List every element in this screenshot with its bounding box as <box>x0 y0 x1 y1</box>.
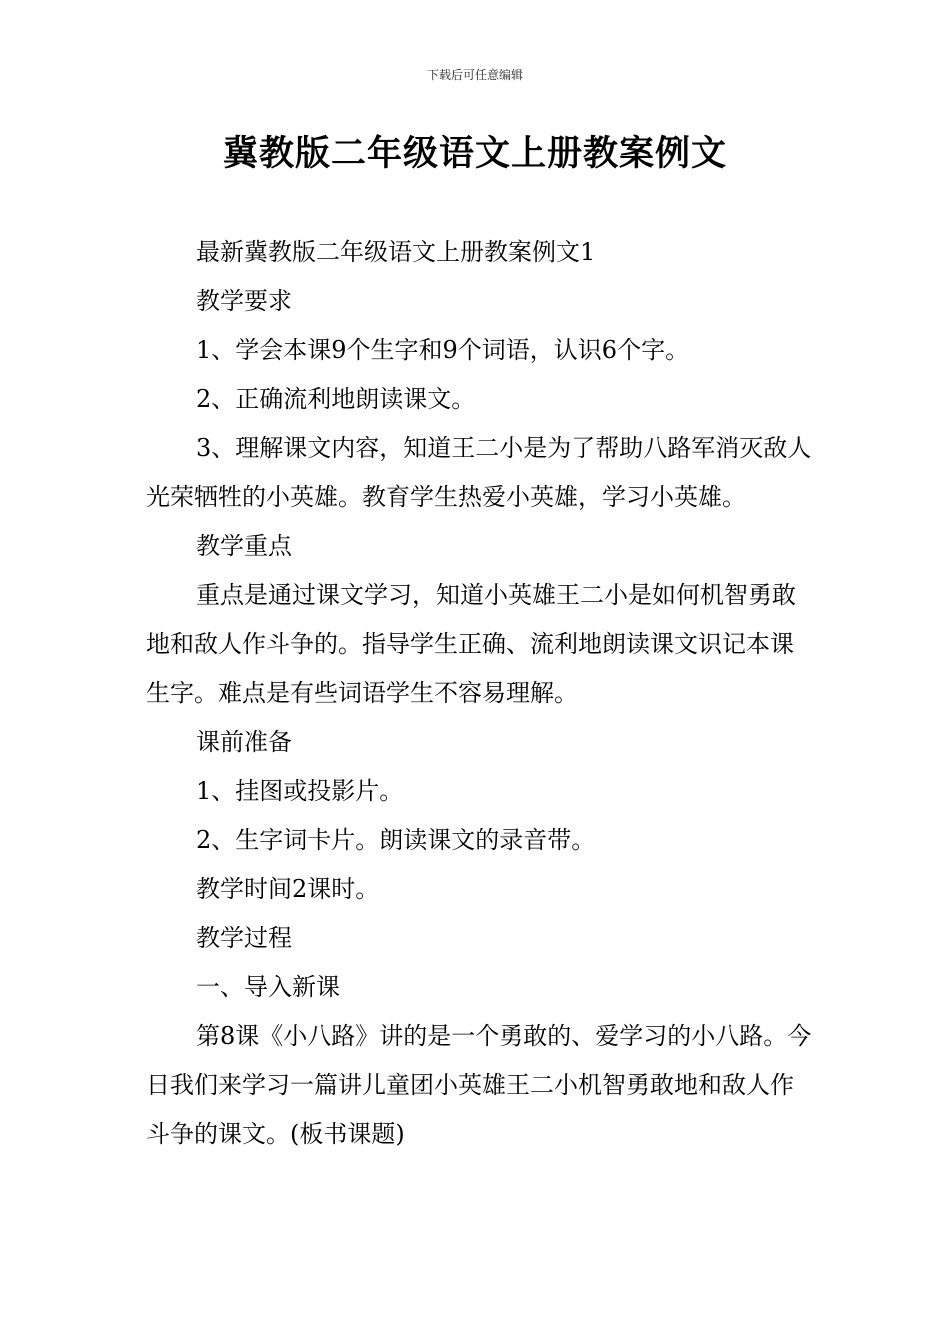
heading-teaching-requirements: 教学要求 <box>196 287 292 315</box>
heading-teaching-process: 教学过程 <box>196 924 292 952</box>
preparation-item-2: 2、生字词卡片。朗读课文的录音带。 <box>196 826 596 854</box>
paragraph-subtitle: 最新冀教版二年级语文上册教案例文1 <box>196 238 596 266</box>
header-note: 下载后可任意编辑 <box>426 68 523 82</box>
paragraph-teaching-focus: 重点是通过课文学习，知道小英雄王二小是如何机智勇敢地和敌人作斗争的。指导学生正确、流利地朗读课文识记本课生字。难点是有些词语学生不容易理解。 <box>146 581 796 707</box>
paragraph-introduction: 第8课《小八路》讲的是一个勇敢的、爱学习的小八路。今日我们来学习一篇讲儿童团小英雄王二小机智勇敢地和敌人作斗争的课文。(板书课题) <box>146 1022 812 1148</box>
heading-introduction: 一、导入新课 <box>196 973 340 1001</box>
heading-teaching-focus: 教学重点 <box>196 532 292 560</box>
requirement-item-2: 2、正确流利地朗读课文。 <box>196 385 476 413</box>
requirement-item-3: 3、理解课文内容，知道王二小是为了帮助八路军消灭敌人光荣牺牲的小英雄。教育学生热爱小英雄，学习小英雄。 <box>146 434 812 511</box>
document-body <box>146 228 816 1159</box>
document-title: 冀教版二年级语文上册教案例文 <box>222 134 727 174</box>
requirement-item-1: 1、学会本课9个生字和9个词语，认识6个字。 <box>196 336 690 364</box>
heading-preparation: 课前准备 <box>196 728 292 756</box>
preparation-item-1: 1、挂图或投影片。 <box>196 777 404 805</box>
paragraph-teaching-time: 教学时间2课时。 <box>196 875 380 903</box>
